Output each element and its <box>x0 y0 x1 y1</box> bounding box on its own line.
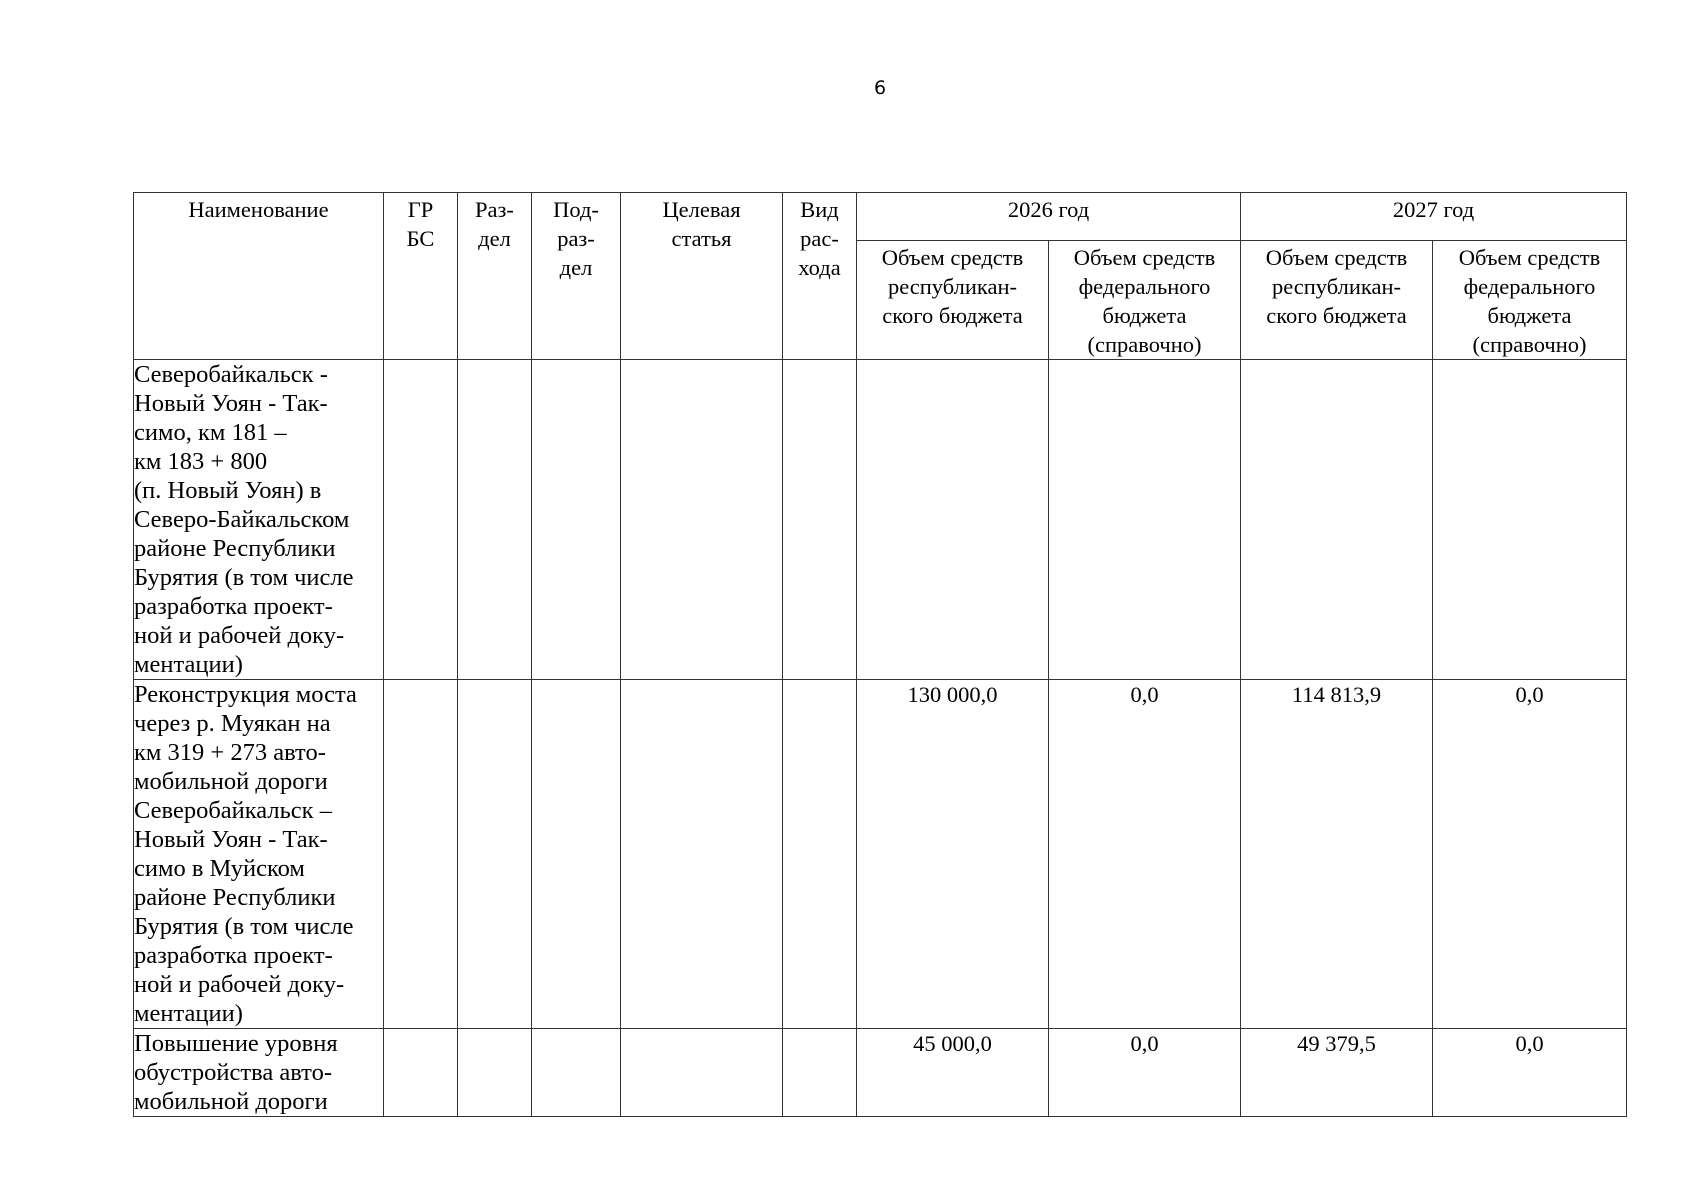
header-federal-budget-2027: Объем средств федерального бюджета (справочно) <box>1433 241 1627 360</box>
vid-rashoda-cell <box>783 1029 857 1117</box>
header-grbs: ГР БС <box>384 193 458 360</box>
razdel-cell <box>458 680 532 1029</box>
federal-2026-cell: 0,0 <box>1049 680 1241 1029</box>
grbs-cell <box>384 1029 458 1117</box>
row-name-cell: Реконструкция моста через р. Муякан на км 319 + 273 авто- мобильной дороги Северобайкальск – Новый Уоян - Так- симо в Муйском районе Республики Бурятия (в том числе разработка проект- ной и рабочей доку- ментации) <box>134 680 384 1029</box>
table-row <box>134 1029 1627 1117</box>
header-podrazdel: Под- раз- дел <box>532 193 621 360</box>
vid-rashoda-cell <box>783 680 857 1029</box>
republican-2027-cell: 49 379,5 <box>1241 1029 1433 1117</box>
celevaya-statya-cell <box>621 680 783 1029</box>
budget-table <box>133 192 1627 1117</box>
razdel-cell <box>458 1029 532 1117</box>
celevaya-statya-cell <box>621 1029 783 1117</box>
header-federal-budget-2026: Объем средств федерального бюджета (справочно) <box>1049 241 1241 360</box>
celevaya-statya-cell <box>621 360 783 680</box>
podrazdel-cell <box>532 680 621 1029</box>
header-name: Наименование <box>134 193 384 360</box>
republican-2027-cell: 114 813,9 <box>1241 680 1433 1029</box>
federal-2027-cell: 0,0 <box>1433 680 1627 1029</box>
podrazdel-cell <box>532 1029 621 1117</box>
header-republican-budget-2027: Объем средств республикан- ского бюджета <box>1241 241 1433 360</box>
page-number: 6 <box>873 77 887 99</box>
header-republican-budget-2026: Объем средств республикан- ского бюджета <box>857 241 1049 360</box>
table-row <box>134 680 1627 1029</box>
republican-2026-cell <box>857 360 1049 680</box>
header-vid-rashoda: Вид рас- хода <box>783 193 857 360</box>
republican-2027-cell <box>1241 360 1433 680</box>
grbs-cell <box>384 680 458 1029</box>
header-celevaya-statya: Целевая статья <box>621 193 783 360</box>
header-razdel: Раз- дел <box>458 193 532 360</box>
header-row-top <box>134 193 1627 241</box>
vid-rashoda-cell <box>783 360 857 680</box>
row-name-cell: Северобайкальск - Новый Уоян - Так- симо, км 181 – км 183 + 800 (п. Новый Уоян) в Северо-Байкальском районе Республики Бурятия (в том числе разработка проект- ной и рабочей доку- ментации) <box>134 360 384 680</box>
federal-2026-cell <box>1049 360 1241 680</box>
grbs-cell <box>384 360 458 680</box>
header-year-2027: 2027 год <box>1241 193 1627 241</box>
federal-2027-cell: 0,0 <box>1433 1029 1627 1117</box>
table-row <box>134 360 1627 680</box>
razdel-cell <box>458 360 532 680</box>
row-name-cell: Повышение уровня обустройства авто- мобильной дороги <box>134 1029 384 1117</box>
podrazdel-cell <box>532 360 621 680</box>
republican-2026-cell: 130 000,0 <box>857 680 1049 1029</box>
federal-2026-cell: 0,0 <box>1049 1029 1241 1117</box>
federal-2027-cell <box>1433 360 1627 680</box>
republican-2026-cell: 45 000,0 <box>857 1029 1049 1117</box>
header-year-2026: 2026 год <box>857 193 1241 241</box>
